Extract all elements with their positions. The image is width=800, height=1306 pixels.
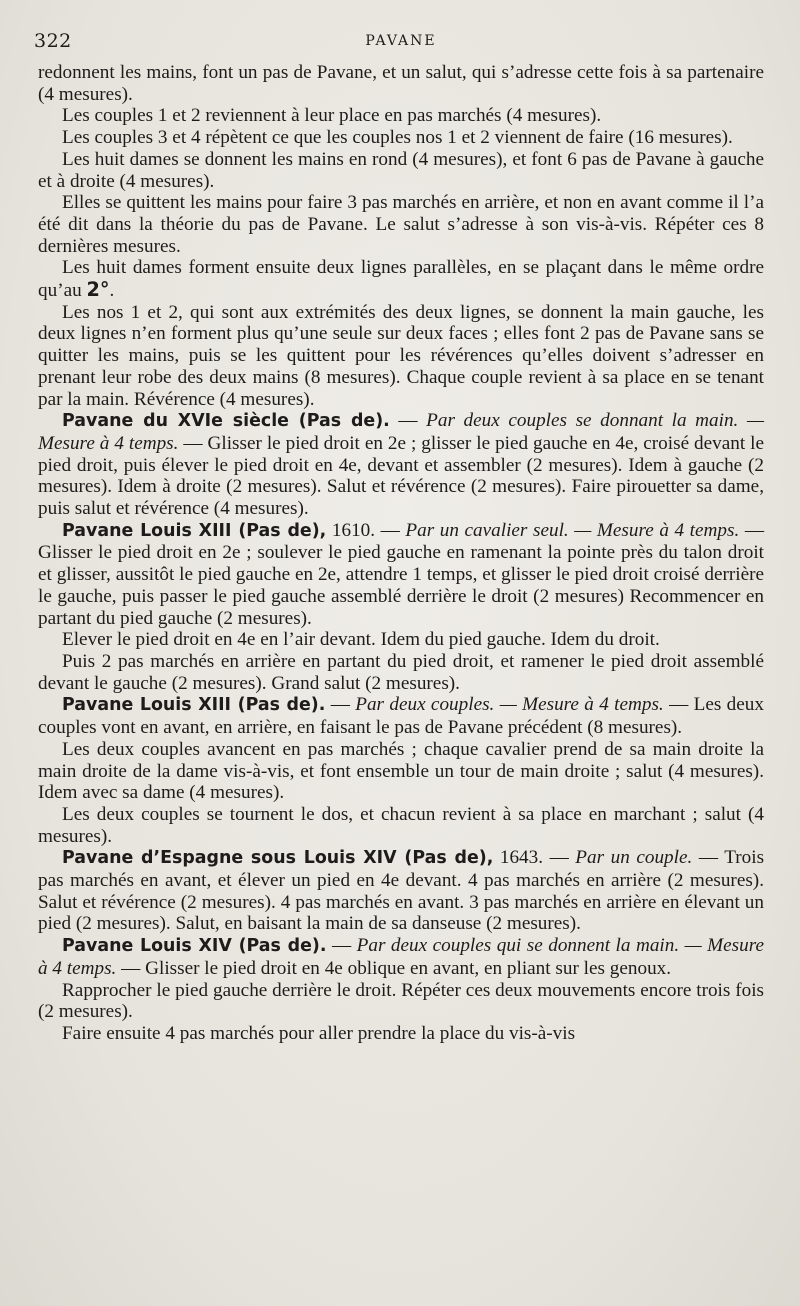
entry-text: Glisser le pied droit en 2e ; soulever le pied gauche en ramenant la pointe près du talon droit et glisser, aussitôt le pied gauche en 2e, attendre 1 temps, et glisser le pied droit croisé derrière le gauche, puis passer le pied gauche assemblé derrière le droit (2 mesures) Recommencer en partant du pied gauche (2 mesures). xyxy=(38,542,764,629)
paragraph-text: Les huit dames forment ensuite deux lignes parallèles, en se plaçant dans le même ordre qu’au xyxy=(38,257,764,302)
entry-italic: Par deux couples. — Mesure à 4 temps. xyxy=(355,694,664,716)
paragraph: Les couples 3 et 4 répètent ce que les couples nos 1 et 2 viennent de faire (16 mesures). xyxy=(62,127,733,149)
entry-italic: Par un cavalier seul. — Mesure à 4 temps. xyxy=(405,519,740,541)
section-reference: 2° xyxy=(86,278,110,302)
entry-year: 1610. xyxy=(331,519,376,541)
page-body xyxy=(38,62,764,1045)
paragraph: Puis 2 pas marchés en arrière en partant du pied droit, et ramener le pied droit assemblé devant le gauche (2 mesures). Grand salut (2 mesures). xyxy=(38,650,764,694)
page-number: 322 xyxy=(34,30,72,52)
entry-italic: Par deux couples qui se donnent la main. — Mesure à 4 temps. xyxy=(38,935,765,979)
entry-heading: Pavane du XVIe siècle (Pas de). xyxy=(62,411,390,432)
entry-year: 1643. xyxy=(499,847,544,869)
dance-entry: Pavane Louis XIII (Pas de). — Par deux couples. — Mesure à 4 temps. — Les deux couples vont en avant, en arrière, en faisant le pas de Pavane précédent (8 mesures). xyxy=(38,694,764,739)
paragraph: Les huit dames se donnent les mains en rond (4 mesures), et font 6 pas de Pavane à gauche et à droite (4 mesures). xyxy=(38,148,764,192)
entry-text: Les deux couples vont en avant, en arrière, en faisant le pas de Pavane précédent (8 mesures). xyxy=(38,694,764,739)
dance-entry: Pavane du XVIe siècle (Pas de). — Par deux couples se donnant la main. — Mesure à 4 temps. — Glisser le pied droit en 2e ; glisser le pied gauche en 4e, croisé devant le pied droit, puis élever le pied droit en 4e, devant et assembler (2 mesures). Idem à gauche (2 mesures). Idem à droite (2 mesures). Salut et révérence (2 mesures). Faire pirouetter sa dame, puis salut et révérence (4 mesures). xyxy=(38,410,764,520)
entry-text: Glisser le pied droit en 4e oblique en avant, en pliant sur les genoux. xyxy=(145,957,672,979)
entry-heading: Pavane Louis XIV (Pas de). xyxy=(62,936,327,957)
dance-entry: Pavane d’Espagne sous Louis XIV (Pas de), 1643. — Par un couple. — Trois pas marchés en avant, et élever un pied en 4e devant. 4 pas marchés en arrière (2 mesures). Salut et révérence (2 mesures). 4 pas marchés en avant. 3 pas marchés en arrière en élevant un pied (2 mesures). Salut, en baisant la main de sa danseuse (2 mesures). xyxy=(38,847,765,935)
dance-entry: Pavane Louis XIII (Pas de), 1610. — Par un cavalier seul. — Mesure à 4 temps. — Glisser le pied droit en 2e ; soulever le pied gauche en ramenant la pointe près du talon droit et glisser, aussitôt le pied gauche en 2e, attendre 1 temps, et glisser le pied droit croisé derrière le gauche, puis passer le pied gauche assemblé derrière le droit (2 mesures) Recommencer en partant du pied gauche (2 mesures). xyxy=(38,519,765,629)
page-header xyxy=(34,28,764,62)
paragraph: redonnent les mains, font un pas de Pavane, et un salut, qui s’adresse cette fois à sa partenaire (4 mesures). xyxy=(38,62,764,105)
paragraph: Faire ensuite 4 pas marchés pour aller prendre la place du vis-à-vis xyxy=(62,1022,576,1044)
paragraph: Les deux couples se tournent le dos, et chacun revient à sa place en marchant ; salut (4 mesures). xyxy=(38,803,764,847)
entry-text: Glisser le pied droit en 2e ; glisser le pied gauche en 4e, croisé devant le pied droit, puis élever le pied droit en 4e, devant et assembler (2 mesures). Idem à gauche (2 mesures). Idem à droite (2 mesures). Salut et révérence (2 mesures). Faire pirouetter sa dame, puis salut et révérence (4 mesures). xyxy=(38,432,764,520)
paragraph: Les couples 1 et 2 reviennent à leur place en pas marchés (4 mesures). xyxy=(62,105,602,127)
entry-heading: Pavane Louis XIII (Pas de), xyxy=(62,520,327,541)
entry-italic: Par deux couples se donnant la main. — Mesure à 4 temps. xyxy=(38,410,764,454)
running-head: PAVANE xyxy=(365,33,437,49)
entry-italic: Par un couple. xyxy=(575,847,693,869)
paragraph: Rapprocher le pied gauche derrière le droit. Répéter ces deux mouvements encore trois fois (2 mesures). xyxy=(38,979,764,1023)
paragraph: Les nos 1 et 2, qui sont aux extrémités des deux lignes, se donnent la main gauche, les deux lignes n’en forment plus qu’une seule sur deux faces ; elles font 2 pas de Pavane sans se quitter les mains, puis se les quittent pour les révérences qu’elles doivent s’adresser en prenant leur robe des deux mains (8 mesures). Chaque couple revient à sa place en se tenant par la main. Révérence (4 mesures). xyxy=(38,301,764,410)
paragraph: Les deux couples avancent en pas marchés ; chaque cavalier prend de sa main droite la main droite de la dame vis-à-vis, et font ensemble un tour de main droite ; salut (4 mesures). Idem avec sa dame (4 mesures). xyxy=(38,738,764,804)
paragraph: Elever le pied droit en 4e en l’air devant. Idem du pied gauche. Idem du droit. xyxy=(62,629,660,651)
dance-entry: Pavane Louis XIV (Pas de). — Par deux couples qui se donnent la main. — Mesure à 4 temps. — Glisser le pied droit en 4e oblique en avant, en pliant sur les genoux. xyxy=(38,935,765,979)
paragraph: Elles se quittent les mains pour faire 3 pas marchés en arrière, et non en avant comme il l’a été dit dans la théorie du pas de Pavane. Le salut s’adresse à son vis-à-vis. Répéter ces 8 dernières mesures. xyxy=(38,192,764,257)
entry-heading: Pavane Louis XIII (Pas de). xyxy=(62,695,326,716)
entry-heading: Pavane d’Espagne sous Louis XIV (Pas de), xyxy=(62,848,494,869)
paragraph xyxy=(38,257,764,301)
paragraph-text: . xyxy=(109,280,115,302)
entry-text: Trois pas marchés en avant, et élever un pied en 4e devant. 4 pas marchés en arrière (2 mesures). Salut et révérence (2 mesures). 4 pas marchés en avant. 3 pas marchés en arrière en élevant un pied (2 mesures). Salut, en baisant la main de sa danseuse (2 mesures). xyxy=(38,847,765,935)
